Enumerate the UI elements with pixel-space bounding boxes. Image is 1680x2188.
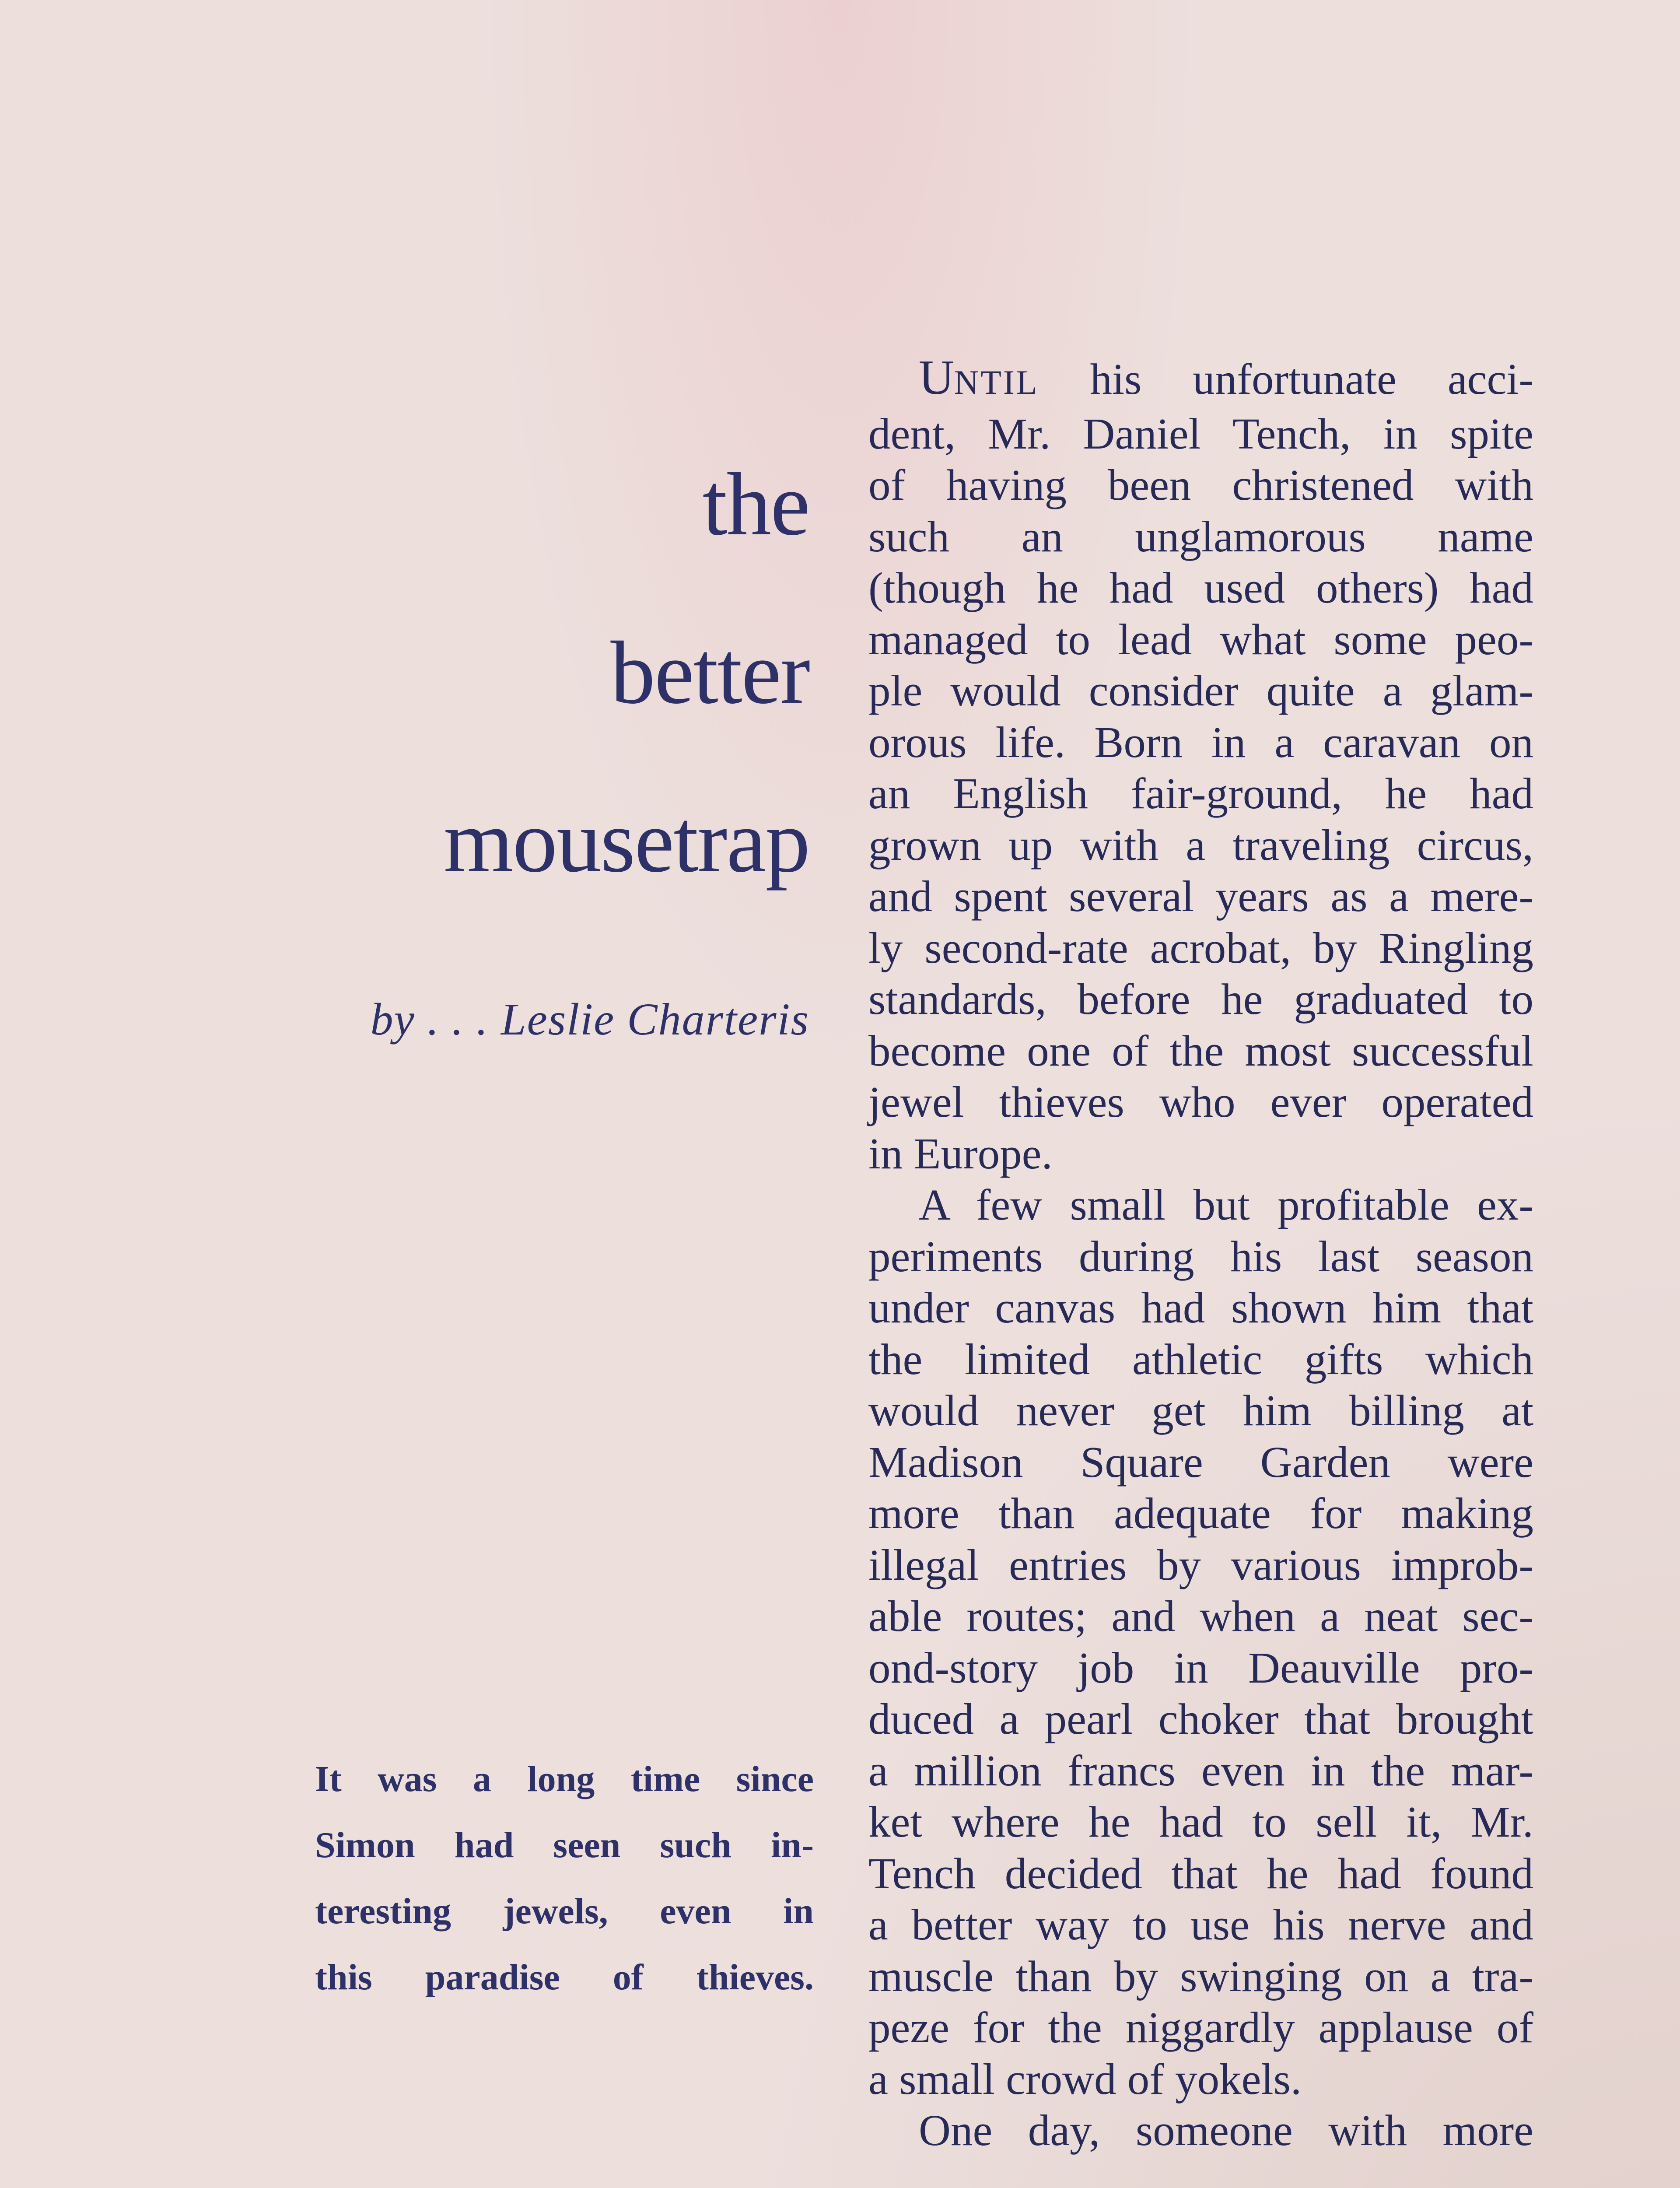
story-blurb bbox=[315, 1746, 814, 2010]
story-body bbox=[868, 352, 1533, 2156]
body-line: such an unglamorous name bbox=[868, 512, 1533, 561]
body-line: and spent several years as a mere- bbox=[868, 872, 1533, 921]
body-line: (though he had used others) had bbox=[868, 563, 1533, 612]
body-line: more than adequate for making bbox=[868, 1489, 1533, 1538]
title-word-mousetrap: mousetrap bbox=[444, 792, 809, 891]
body-line: become one of the most successful bbox=[868, 1026, 1533, 1075]
body-line: ond-story job in Deauville pro- bbox=[868, 1643, 1533, 1692]
body-line: in Europe. bbox=[868, 1129, 1053, 1178]
body-line: muscle than by swinging on a tra- bbox=[868, 1951, 1533, 2001]
body-line: orous life. Born in a caravan on bbox=[868, 717, 1533, 767]
body-line: an English fair-ground, he had bbox=[868, 769, 1533, 818]
body-line: dent, Mr. Daniel Tench, in spite bbox=[868, 409, 1533, 458]
title-word-better: better bbox=[610, 623, 809, 722]
body-line: managed to lead what some peo- bbox=[868, 614, 1533, 664]
body-line: Madison Square Garden were bbox=[868, 1437, 1533, 1487]
blurb-line: It was a long time since bbox=[315, 1759, 814, 1799]
body-line: able routes; and when a neat sec- bbox=[868, 1592, 1533, 1641]
blurb-line: this paradise of thieves. bbox=[315, 1957, 814, 1998]
body-line: ly second-rate acrobat, by Ringling bbox=[868, 923, 1533, 972]
body-line: duced a pearl choker that brought bbox=[868, 1694, 1533, 1743]
dropcap-letter: U bbox=[919, 351, 954, 405]
body-line: ple would consider quite a glam- bbox=[868, 666, 1533, 715]
body-line: periments during his last season bbox=[868, 1231, 1533, 1281]
body-line: a better way to use his nerve and bbox=[868, 1900, 1533, 1949]
body-line: under canvas had shown him that bbox=[868, 1283, 1533, 1332]
body-line: jewel thieves who ever operated bbox=[868, 1077, 1533, 1126]
title-word-the: the bbox=[702, 455, 809, 554]
body-line: One day, someone with more bbox=[919, 2106, 1533, 2155]
body-line-first bbox=[868, 352, 1533, 408]
body-line: a million francs even in the mar- bbox=[868, 1746, 1533, 1795]
body-line: peze for the niggardly applause of bbox=[868, 2003, 1533, 2052]
small-caps-word: NTIL bbox=[954, 363, 1039, 401]
body-line: standards, before he graduated to bbox=[868, 975, 1533, 1024]
body-line: illegal entries by various improb- bbox=[868, 1540, 1533, 1589]
body-line: Tench decided that he had found bbox=[868, 1848, 1533, 1898]
body-line: of having been christened with bbox=[868, 460, 1533, 509]
body-line: A few small but profitable ex- bbox=[919, 1180, 1533, 1229]
body-line: ket where he had to sell it, Mr. bbox=[868, 1797, 1533, 1846]
byline: by . . . Leslie Charteris bbox=[370, 994, 809, 1045]
body-line: would never get him billing at bbox=[868, 1386, 1533, 1435]
blurb-line: teresting jewels, even in bbox=[315, 1891, 814, 1932]
blurb-line: Simon had seen such in- bbox=[315, 1825, 814, 1865]
body-line-text: his unfortunate acci- bbox=[1039, 354, 1533, 403]
body-line: a small crowd of yokels. bbox=[868, 2054, 1302, 2104]
body-line: grown up with a traveling circus, bbox=[868, 820, 1533, 870]
body-line: the limited athletic gifts which bbox=[868, 1334, 1533, 1384]
